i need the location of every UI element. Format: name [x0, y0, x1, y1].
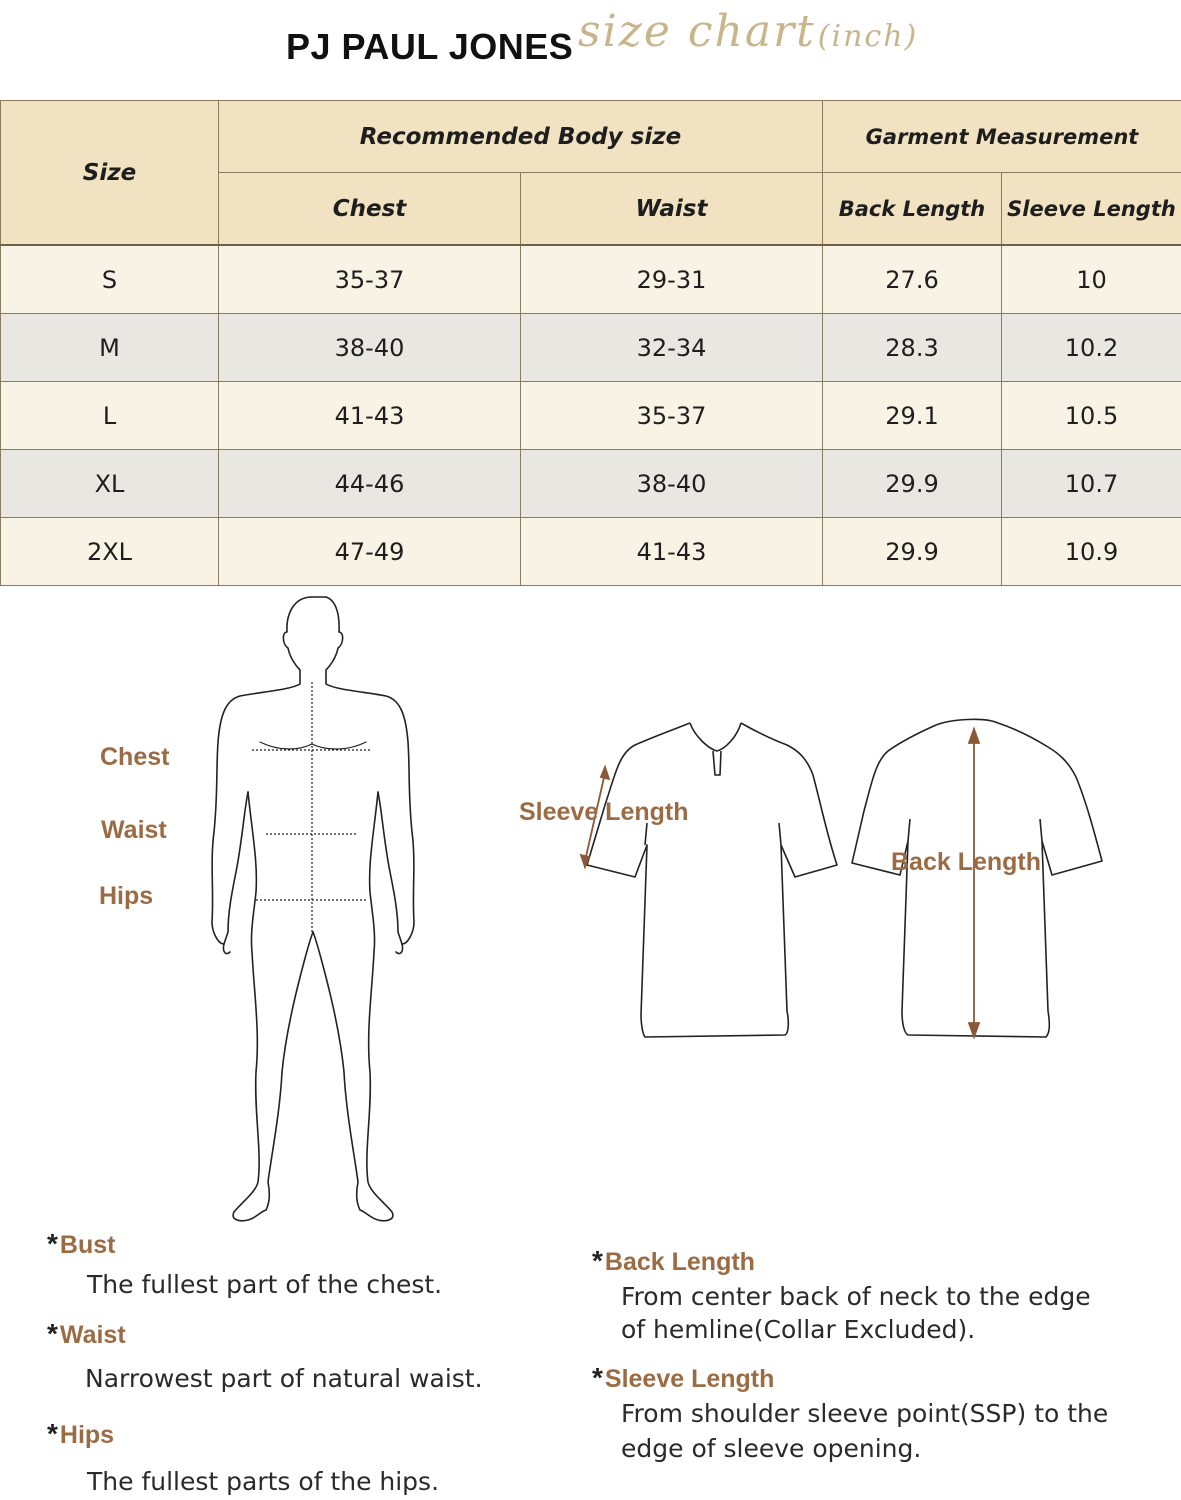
- chest-cell: 41-43: [219, 382, 521, 450]
- asterisk-icon: *: [592, 1362, 603, 1393]
- note-back-length-text-2: of hemline(Collar Excluded).: [621, 1315, 976, 1344]
- table-row: [1, 314, 1181, 382]
- shirt-back-illustration: [848, 715, 1108, 1045]
- sleeve-length-cell: 10.7: [1002, 450, 1181, 518]
- table-row: [1, 245, 1181, 314]
- note-bust-text: The fullest part of the chest.: [87, 1270, 443, 1299]
- note-sleeve-length-text-2: edge of sleeve opening.: [621, 1434, 922, 1463]
- note-back-length-title: *Back Length: [592, 1245, 755, 1276]
- sleeve-length-cell: 10.2: [1002, 314, 1181, 382]
- table-row: [1, 450, 1181, 518]
- size-column-header: Size: [1, 101, 219, 246]
- waist-cell: 29-31: [521, 245, 823, 314]
- chest-label: Chest: [100, 743, 170, 771]
- back-length-cell: 28.3: [823, 314, 1002, 382]
- asterisk-icon: *: [47, 1318, 58, 1349]
- waist-cell: 35-37: [521, 382, 823, 450]
- table-row: [1, 518, 1181, 586]
- note-back-length-text-1: From center back of neck to the edge: [621, 1282, 1091, 1311]
- back-length-cell: 29.9: [823, 518, 1002, 586]
- sleeve-length-label: Sleeve Length: [519, 798, 689, 826]
- body-size-group-header: Recommended Body size: [219, 101, 823, 173]
- size-cell: L: [1, 382, 219, 450]
- back-length-cell: 27.6: [823, 245, 1002, 314]
- note-sleeve-length-title: *Sleeve Length: [592, 1362, 775, 1393]
- shirt-front-illustration: [575, 715, 855, 1045]
- garment-group-header: Garment Measurement: [823, 101, 1181, 173]
- sleeve-length-cell: 10.5: [1002, 382, 1181, 450]
- waist-cell: 41-43: [521, 518, 823, 586]
- sleeve-length-cell: 10.9: [1002, 518, 1181, 586]
- size-cell: 2XL: [1, 518, 219, 586]
- note-waist-text: Narrowest part of natural waist.: [85, 1364, 483, 1393]
- chest-cell: 44-46: [219, 450, 521, 518]
- size-cell: XL: [1, 450, 219, 518]
- back-length-cell: 29.1: [823, 382, 1002, 450]
- back-length-cell: 29.9: [823, 450, 1002, 518]
- note-hips-title: *Hips: [47, 1418, 115, 1449]
- size-chart-subtitle: size chart: [578, 6, 816, 57]
- size-cell: M: [1, 314, 219, 382]
- unit-label: (inch): [817, 19, 919, 54]
- size-chart-title: [578, 6, 918, 57]
- hips-label: Hips: [99, 882, 154, 910]
- body-outline-illustration: [200, 592, 430, 1232]
- back-length-label: Back Length: [891, 848, 1042, 876]
- waist-cell: 32-34: [521, 314, 823, 382]
- note-waist-title: *Waist: [47, 1318, 126, 1349]
- asterisk-icon: *: [47, 1228, 58, 1259]
- waist-label: Waist: [101, 816, 167, 844]
- brand-name: PJ PAUL JONES: [286, 26, 574, 67]
- page-header: [0, 0, 1181, 98]
- asterisk-icon: *: [47, 1418, 58, 1449]
- waist-column-header: Waist: [521, 173, 823, 246]
- table-row: [1, 382, 1181, 450]
- size-cell: S: [1, 245, 219, 314]
- size-table: [0, 100, 1181, 586]
- chest-cell: 35-37: [219, 245, 521, 314]
- note-hips-text: The fullest parts of the hips.: [87, 1467, 440, 1496]
- asterisk-icon: *: [592, 1245, 603, 1276]
- note-sleeve-length-text-1: From shoulder sleeve point(SSP) to the: [621, 1399, 1109, 1428]
- note-bust-title: *Bust: [47, 1228, 116, 1259]
- back-length-column-header: Back Length: [823, 173, 1002, 246]
- chest-cell: 47-49: [219, 518, 521, 586]
- chest-column-header: Chest: [219, 173, 521, 246]
- chest-cell: 38-40: [219, 314, 521, 382]
- waist-cell: 38-40: [521, 450, 823, 518]
- sleeve-length-cell: 10: [1002, 245, 1181, 314]
- sleeve-length-column-header: Sleeve Length: [1002, 173, 1181, 246]
